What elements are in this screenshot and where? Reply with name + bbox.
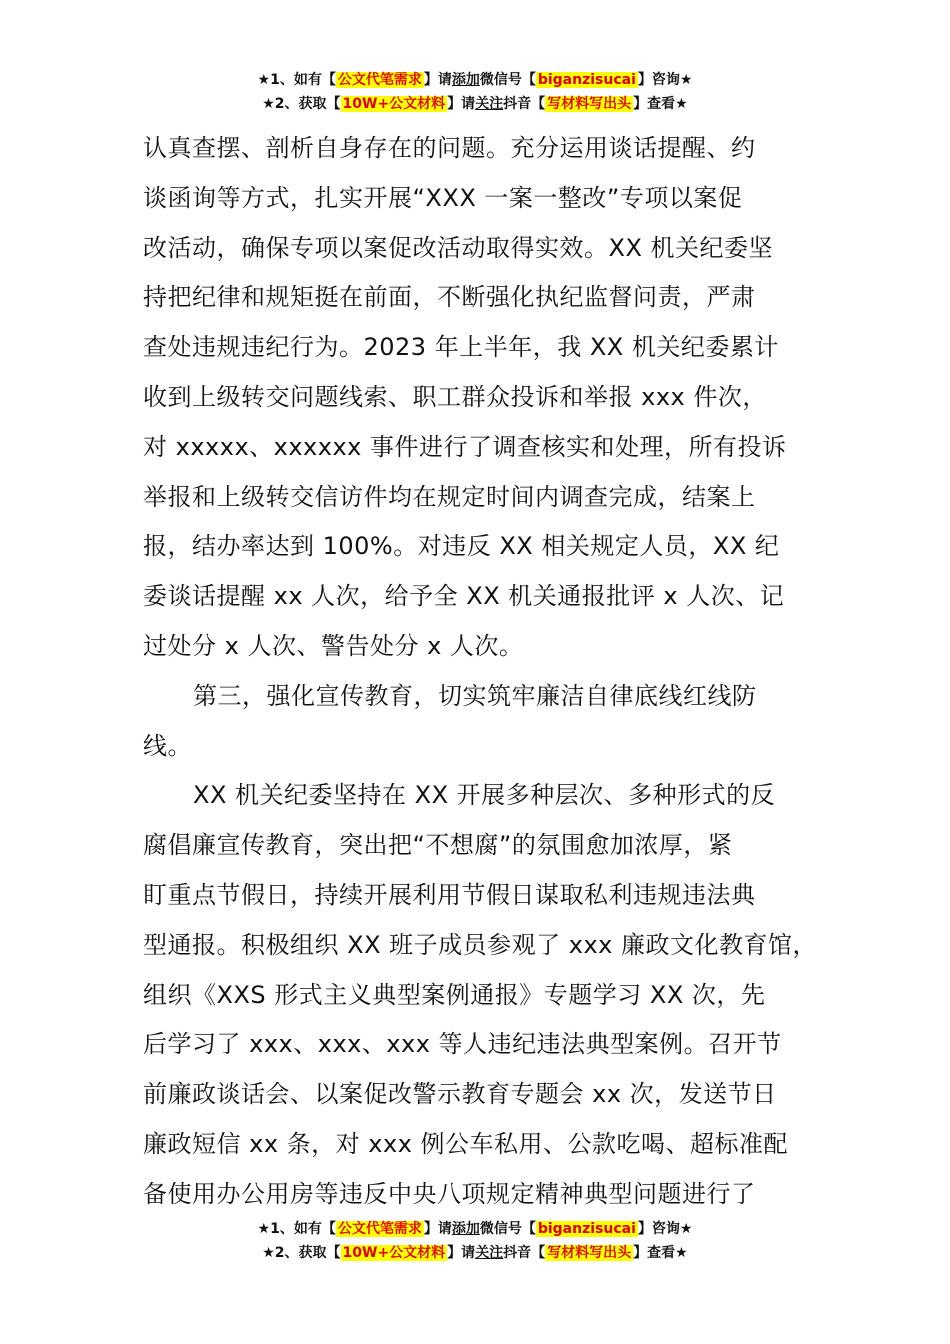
text-line: 举报和上级转交信访件均在规定时间内调查完成，结案上 bbox=[143, 482, 756, 511]
text-line: 收到上级转交问题线索、职工群众投诉和举报 xxx 件次， bbox=[143, 382, 767, 411]
text-line: 后学习了 xxx、xxx、xxx 等人违纪违法典型案例。召开节 bbox=[143, 1030, 782, 1059]
text-line: 改活动，确保专项以案促改活动取得实效。XX 机关纪委坚 bbox=[143, 233, 774, 262]
promo-text: 】咨询★ bbox=[637, 72, 693, 88]
promo-header bbox=[0, 68, 950, 116]
section-heading-line: 线。 bbox=[143, 731, 192, 760]
promo-text: ★2、获取【 bbox=[262, 96, 341, 112]
text-line: 型通报。积极组织 XX 班子成员参观了 xxx 廉政文化教育馆， bbox=[143, 930, 818, 959]
promo-emphasis: 关注 bbox=[475, 96, 504, 112]
promo-text: ★1、如有【 bbox=[257, 1221, 336, 1237]
text-line: 腐倡廉宣传教育，突出把“不想腐”的氛围愈加浓厚，紧 bbox=[143, 831, 733, 860]
text-line: 持把纪律和规矩挺在前面，不断强化执纪监督问责，严肃 bbox=[143, 283, 756, 312]
promo-highlight-wechat: biganzisucai bbox=[537, 72, 636, 88]
text-line: 委谈话提醒 xx 人次，给予全 XX 机关通报批评 x 人次、记 bbox=[143, 582, 785, 611]
text-line: 组织《XXS 形式主义典型案例通报》专题学习 XX 次，先 bbox=[143, 980, 766, 1009]
promo-footer bbox=[0, 1217, 950, 1265]
promo-emphasis: 添加 bbox=[451, 72, 480, 88]
document-body bbox=[143, 124, 818, 1220]
section-heading-line: 第三，强化宣传教育，切实筑牢廉洁自律底线红线防 bbox=[193, 681, 757, 710]
promo-text: 微信号【 bbox=[479, 1221, 536, 1237]
promo-line-1 bbox=[0, 1217, 950, 1241]
text-line: 查处违规违纪行为。2023 年上半年，我 XX 机关纪委累计 bbox=[143, 333, 779, 362]
promo-text: ★2、获取【 bbox=[262, 1245, 341, 1261]
promo-highlight-service: 公文代笔需求 bbox=[337, 72, 422, 88]
promo-emphasis: 关注 bbox=[475, 1245, 504, 1261]
promo-text: 】请 bbox=[423, 72, 452, 88]
promo-text: 】请 bbox=[423, 1221, 452, 1237]
promo-highlight-service: 公文代笔需求 bbox=[337, 1221, 422, 1237]
text-line: 报，结办率达到 100%。对违反 XX 相关规定人员，XX 纪 bbox=[143, 532, 780, 561]
promo-highlight-douyin: 写材料写出头 bbox=[547, 96, 632, 112]
text-line: 廉政短信 xx 条，对 xxx 例公车私用、公款吃喝、超标准配 bbox=[143, 1129, 789, 1158]
promo-text: ★1、如有【 bbox=[257, 72, 336, 88]
text-line: 认真查摆、剖析自身存在的问题。充分运用谈话提醒、约 bbox=[143, 134, 756, 162]
promo-line-2 bbox=[0, 92, 950, 116]
text-line: 盯重点节假日，持续开展利用节假日谋取私利违规违法典 bbox=[143, 880, 756, 909]
promo-highlight-wechat: biganzisucai bbox=[537, 1221, 636, 1237]
promo-line-2 bbox=[0, 1241, 950, 1265]
promo-emphasis: 添加 bbox=[451, 1221, 480, 1237]
promo-line-1 bbox=[0, 68, 950, 92]
text-line: 备使用办公用房等违反中央八项规定精神典型问题进行了 bbox=[143, 1179, 756, 1208]
promo-text: 】咨询★ bbox=[637, 1221, 693, 1237]
text-line: 对 xxxxx、xxxxxx 事件进行了调查核实和处理，所有投诉 bbox=[143, 432, 787, 461]
promo-text: 抖音【 bbox=[503, 96, 546, 112]
promo-highlight-douyin: 写材料写出头 bbox=[547, 1245, 632, 1261]
promo-text: 】请 bbox=[447, 96, 476, 112]
text-line: 谈函询等方式，扎实开展“XXX 一案一整改”专项以案促 bbox=[143, 183, 743, 212]
promo-text: 】请 bbox=[447, 1245, 476, 1261]
promo-text: 微信号【 bbox=[479, 72, 536, 88]
paragraph-first-line: XX 机关纪委坚持在 XX 开展多种层次、多种形式的反 bbox=[193, 781, 776, 810]
text-line: 过处分 x 人次、警告处分 x 人次。 bbox=[143, 631, 524, 660]
promo-text: 】查看★ bbox=[633, 1245, 688, 1261]
text-line: 前廉政谈话会、以案促改警示教育专题会 xx 次，发送节日 bbox=[143, 1080, 777, 1109]
promo-highlight-materials: 10W+公文材料 bbox=[342, 96, 446, 112]
promo-text: 抖音【 bbox=[503, 1245, 546, 1261]
promo-highlight-materials: 10W+公文材料 bbox=[342, 1245, 446, 1261]
promo-text: 】查看★ bbox=[633, 96, 688, 112]
